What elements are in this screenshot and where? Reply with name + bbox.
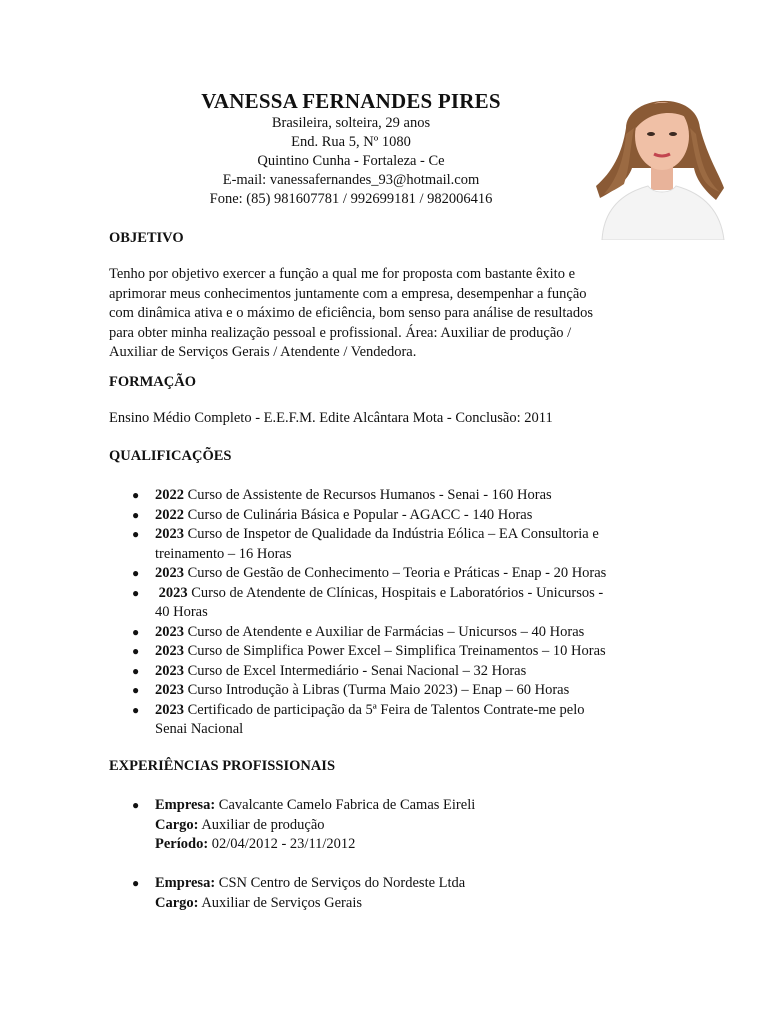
bullet-icon: ●: [132, 702, 140, 717]
bullet-icon: ●: [132, 488, 140, 502]
role-value: Auxiliar de produção: [201, 816, 325, 833]
list-item: [109, 525, 649, 564]
course-text: Curso de Atendente de Clínicas, Hospitais e Laboratórios - Unicursos -: [191, 584, 604, 601]
period-value: 02/04/2012 - 23/11/2012: [211, 836, 356, 852]
role-label: Cargo:: [155, 894, 199, 911]
period-label: Período:: [155, 836, 209, 852]
course-text-continued: 40 Horas: [155, 604, 208, 620]
city-line: Quintino Cunha - Fortaleza - Ce: [257, 153, 445, 169]
course-text-continued: treinamento – 16 Horas: [155, 545, 292, 562]
course-year: 2023: [155, 623, 184, 640]
list-item: [109, 506, 649, 526]
formacao-heading: FORMAÇÃO: [109, 374, 196, 390]
bullet-icon: ●: [132, 663, 140, 678]
course-year: 2023: [155, 682, 184, 698]
list-item: [109, 486, 649, 506]
bullet-icon: ●: [132, 876, 140, 890]
bullet-icon: ●: [132, 585, 140, 600]
company-value: CSN Centro de Serviços do Nordeste Ltda: [218, 875, 466, 891]
course-year: 2022: [155, 487, 184, 503]
list-item: [109, 584, 649, 623]
profile-photo: [596, 88, 726, 240]
course-year: 2023: [155, 662, 184, 679]
course-year: 2023: [155, 526, 184, 542]
job-period-row: [109, 835, 649, 855]
course-text: Curso de Inspetor de Qualidade da Indústria Eólica – EA Consultoria e: [187, 526, 599, 542]
course-text: Curso de Assistente de Recursos Humanos - Senai - 160 Horas: [187, 487, 552, 503]
course-year: 2023: [158, 584, 188, 601]
personal-info: Brasileira, solteira, 29 anos: [271, 115, 431, 131]
bullet-icon: ●: [132, 566, 140, 580]
company-label: Empresa:: [155, 797, 216, 813]
role-label: Cargo:: [155, 816, 199, 833]
company-label: Empresa:: [155, 875, 216, 891]
course-text: Curso de Gestão de Conhecimento – Teoria e Práticas - Enap - 20 Horas: [187, 565, 607, 581]
bullet-icon: ●: [132, 798, 140, 812]
qualificacoes-heading: QUALIFICAÇÕES: [109, 448, 232, 464]
qualificacoes-list: [109, 486, 649, 740]
course-text: Curso Introdução à Libras (Turma Maio 2023) – Enap – 60 Horas: [187, 682, 570, 698]
list-item: [109, 642, 649, 662]
course-text-continued: Senai Nacional: [155, 721, 244, 737]
formacao-text: Ensino Médio Completo - E.E.F.M. Edite Alcântara Mota - Conclusão: 2011: [109, 410, 553, 426]
bullet-icon: ●: [132, 624, 140, 639]
course-year: 2023: [155, 701, 184, 718]
objetivo-line: Auxiliar de Serviços Gerais / Atendente / Vendedora.: [109, 344, 417, 360]
job-role-row: [109, 894, 649, 914]
candidate-name: VANESSA FERNANDES PIRES: [201, 89, 501, 113]
course-text: Curso de Culinária Básica e Popular - AGACC - 140 Horas: [187, 506, 533, 523]
experiencias-heading: EXPERIÊNCIAS PROFISSIONAIS: [109, 758, 336, 774]
course-year: 2023: [155, 643, 184, 659]
objetivo-line: para obter minha realização pessoal e profissional. Área: Auxiliar de produção /: [109, 324, 572, 341]
job-role-row: [109, 816, 649, 836]
objetivo-text: [109, 265, 634, 363]
objetivo-line: Tenho por objetivo exercer a função a qual me for proposta com bastante êxito e: [109, 266, 576, 282]
bullet-icon: ●: [132, 507, 140, 522]
objetivo-heading: OBJETIVO: [109, 230, 184, 246]
address-line: End. Rua 5, Nº 1080: [291, 134, 411, 150]
course-year: 2023: [155, 565, 184, 581]
objetivo-line: com dinâmica ativa e o máximo de eficiência, bom senso para análise de resultados: [109, 305, 593, 321]
bullet-icon: ●: [132, 527, 140, 541]
company-value: Cavalcante Camelo Fabrica de Camas Eireli: [218, 797, 476, 813]
bullet-icon: ●: [132, 644, 140, 658]
list-item: [109, 623, 649, 643]
course-text: Certificado de participação da 5ª Feira de Talentos Contrate-me pelo: [187, 701, 585, 718]
list-item: [109, 681, 649, 701]
list-item: [109, 662, 649, 682]
role-value: Auxiliar de Serviços Gerais: [201, 894, 362, 911]
resume-header: [150, 88, 552, 209]
objetivo-line: aprimorar meus conhecimentos juntamente com a empresa, desempenhar a função: [109, 285, 587, 302]
course-text: Curso de Simplifica Power Excel – Simplifica Treinamentos – 10 Horas: [187, 643, 606, 659]
job-entry: [109, 796, 649, 855]
list-item: [109, 701, 649, 740]
job-company-row: [109, 874, 649, 894]
list-item: [109, 564, 649, 584]
job-entry: [109, 874, 649, 913]
job-company-row: [109, 796, 649, 816]
bullet-icon: ●: [132, 683, 140, 697]
phone-line: Fone: (85) 981607781 / 992699181 / 982006416: [209, 191, 493, 207]
course-text: Curso de Atendente e Auxiliar de Farmácias – Unicursos – 40 Horas: [187, 623, 585, 640]
course-year: 2022: [155, 506, 184, 523]
email-line: E-mail: vanessafernandes_93@hotmail.com: [222, 172, 480, 188]
course-text: Curso de Excel Intermediário - Senai Nacional – 32 Horas: [187, 662, 527, 679]
